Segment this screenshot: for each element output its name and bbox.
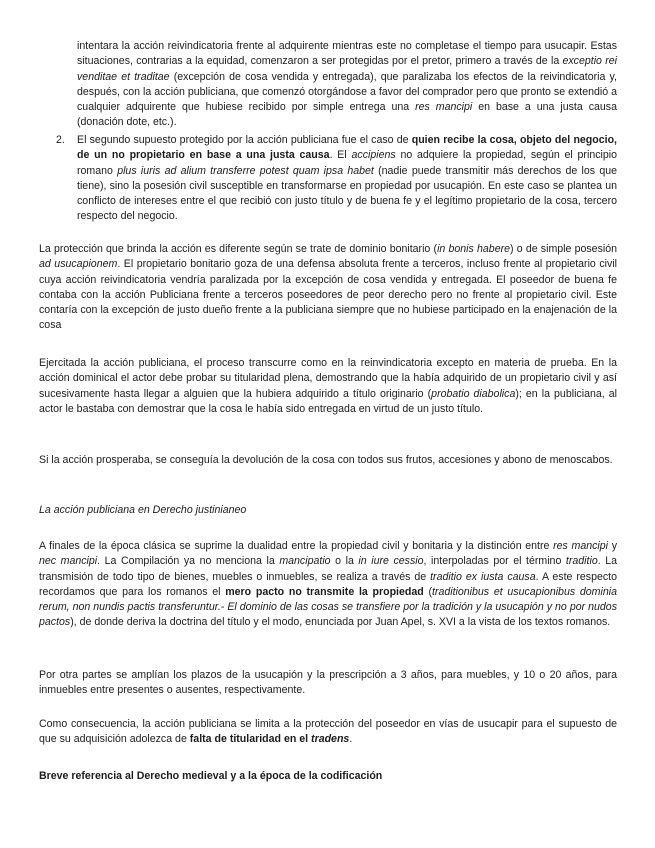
text: en base a una justa causa (donación dote, etc.). — [77, 101, 617, 129]
list-number: 2. — [56, 134, 65, 146]
bold-text: quien recibe la cosa, objeto del negocio, de un no propietario en base a una justa causa — [77, 134, 617, 162]
text: ), de donde deriva la doctrina del título y el modo, enunciada por Juan Apel, s. XVI a la vista de los textos romanos. — [70, 616, 611, 629]
text: A finales de la época clásica se suprime la dualidad entre la propiedad civil y bonitaria y la distinción entre — [39, 540, 554, 552]
text: (nadie puede transmitir más derechos de los que tiene), sino la posesión civil susceptible en transformarse en propiedad por usucapión. En este caso se plantea un conflicto de intereses entre el que recibió con justo título y de buena fe y el legítimo propietario de la cosa, tercero respecto del negocio. — [77, 164, 617, 223]
latin-quote: traditionibus et usucapionibus dominia rerum, non nundis pactis transferuntur.- El dominio de las cosas se transfiere por la tradición y la usucapión y no por nudos pactos — [39, 585, 617, 629]
latin-term: res mancipi — [553, 540, 609, 552]
bold-text: falta de titularidad en el — [189, 733, 312, 746]
text: Si la acción prosperaba, se conseguía la devolución de la cosa con todos sus frutos, accesiones y abono de menoscabos. — [39, 454, 613, 466]
latin-term: plus iuris ad alium transferre potest quam ipsa habet — [117, 164, 374, 177]
latin-term: mancipatio — [279, 555, 331, 568]
text: . La Compilación ya no menciona la — [97, 555, 280, 568]
list-item-2 — [56, 133, 617, 225]
latin-term: res mancipi — [415, 101, 473, 114]
latin-term: traditio ex iusta causa — [430, 570, 536, 583]
text: o la — [330, 555, 359, 568]
text: . El — [329, 149, 352, 162]
paragraph-plazos — [39, 668, 617, 699]
text: . El propietario bonitario goza de una defensa absoluta frente a terceros, incluso frente al propietario civil cuya acción reivindicatoria vendría paralizada por la excepción de cosa vendida y entregada. El poseedor de buena fe contaba con la acción Publiciana frente a terceros poseedores de peor derecho pero no frente al propietario civil. Este contaría con la excepción de justo dueño frente a la publiciana siempre que no hubiese participado en la enajenación de la cosa — [39, 258, 617, 332]
text: (excepción de cosa vendida y entregada), que paralizaba los efectos de la reivindicatoria y, después, con la acción publiciana, que comenzó otorgándose a favor del comprador pero que pronto se extendió a cualquier adquirente que hubiese recibido por simple entrega una — [77, 70, 617, 114]
text: ( — [423, 585, 432, 598]
text: . — [349, 733, 353, 746]
text: intentara la acción reivindicatoria frente al adquirente mientras este no completase el tiempo para usucapir. Estas situaciones, contrarias a la equidad, comenzaron a ser protegidas por el pretor, primero a través de la — [77, 40, 617, 68]
heading-text: Breve referencia al Derecho medieval y a la época de la codificación — [39, 770, 383, 782]
text: Ejercitada la acción publiciana, el proceso transcurre como en la reinvindicatoria excepto en materia de prueba. En la acción dominical el actor debe probar su titularidad plena, demostrando que la había adquirido de un propietario civil y así sucesivamente hasta llegar a alguien que la hubiera adquirido a título originario ( — [39, 357, 617, 400]
text: . A este respecto recordamos que para los romanos el — [39, 570, 617, 598]
paragraph-ejercitada — [39, 356, 617, 417]
text: . La transmisión de todo tipo de bienes, muebles o inmuebles, se realiza a través de — [39, 555, 618, 583]
text: y — [608, 540, 617, 552]
paragraph-proteccion — [39, 242, 617, 334]
latin-term: probatio diabolica — [431, 387, 516, 400]
section-heading-justinianeo — [39, 503, 617, 518]
latin-term: in bonis habere — [437, 243, 511, 255]
list-item-text — [77, 133, 617, 225]
text: Como consecuencia, la acción publiciana se limita a la protección del poseedor en vías de usucapir para el supuesto de que su adquisición adolezca de — [39, 718, 617, 746]
section-heading-medieval — [39, 769, 617, 784]
text: no adquiere la propiedad, según el principio romano — [77, 149, 617, 177]
latin-term: exceptio rei venditae et traditae — [77, 55, 617, 83]
latin-term: tradens — [311, 733, 350, 746]
text: La protección que brinda la acción es diferente según se trate de dominio bonitario ( — [39, 243, 438, 255]
latin-term: nec mancipi — [39, 555, 98, 568]
paragraph-prosperaba — [39, 453, 617, 468]
text: ); en la publiciana, al actor le bastaba con demostrar que la cosa le había sido entregada en virtud de un justo título. — [39, 387, 618, 415]
text: El segundo supuesto protegido por la acción publiciana fue el caso de — [77, 134, 412, 146]
heading-text: La acción publiciana en Derecho justinianeo — [39, 504, 247, 516]
text: Por otra partes se amplían los plazos de la usucapión y la prescripción a 3 años, para muebles, y 10 o 20 años, para inmuebles entre presentes o ausentes, respectivamente. — [39, 669, 617, 697]
text: , interpoladas por el término — [423, 555, 566, 568]
latin-term: in iure cessio — [358, 555, 424, 568]
paragraph-finales — [39, 539, 617, 631]
latin-term: accipiens — [351, 149, 396, 162]
list-item-1-continuation — [77, 39, 617, 131]
paragraph-consecuencia — [39, 717, 617, 748]
text: ) o de simple posesión — [510, 243, 618, 255]
bold-text: mero pacto no transmite la propiedad — [225, 585, 424, 598]
latin-term: ad usucapionem — [39, 258, 118, 271]
latin-term: traditio — [565, 555, 598, 568]
